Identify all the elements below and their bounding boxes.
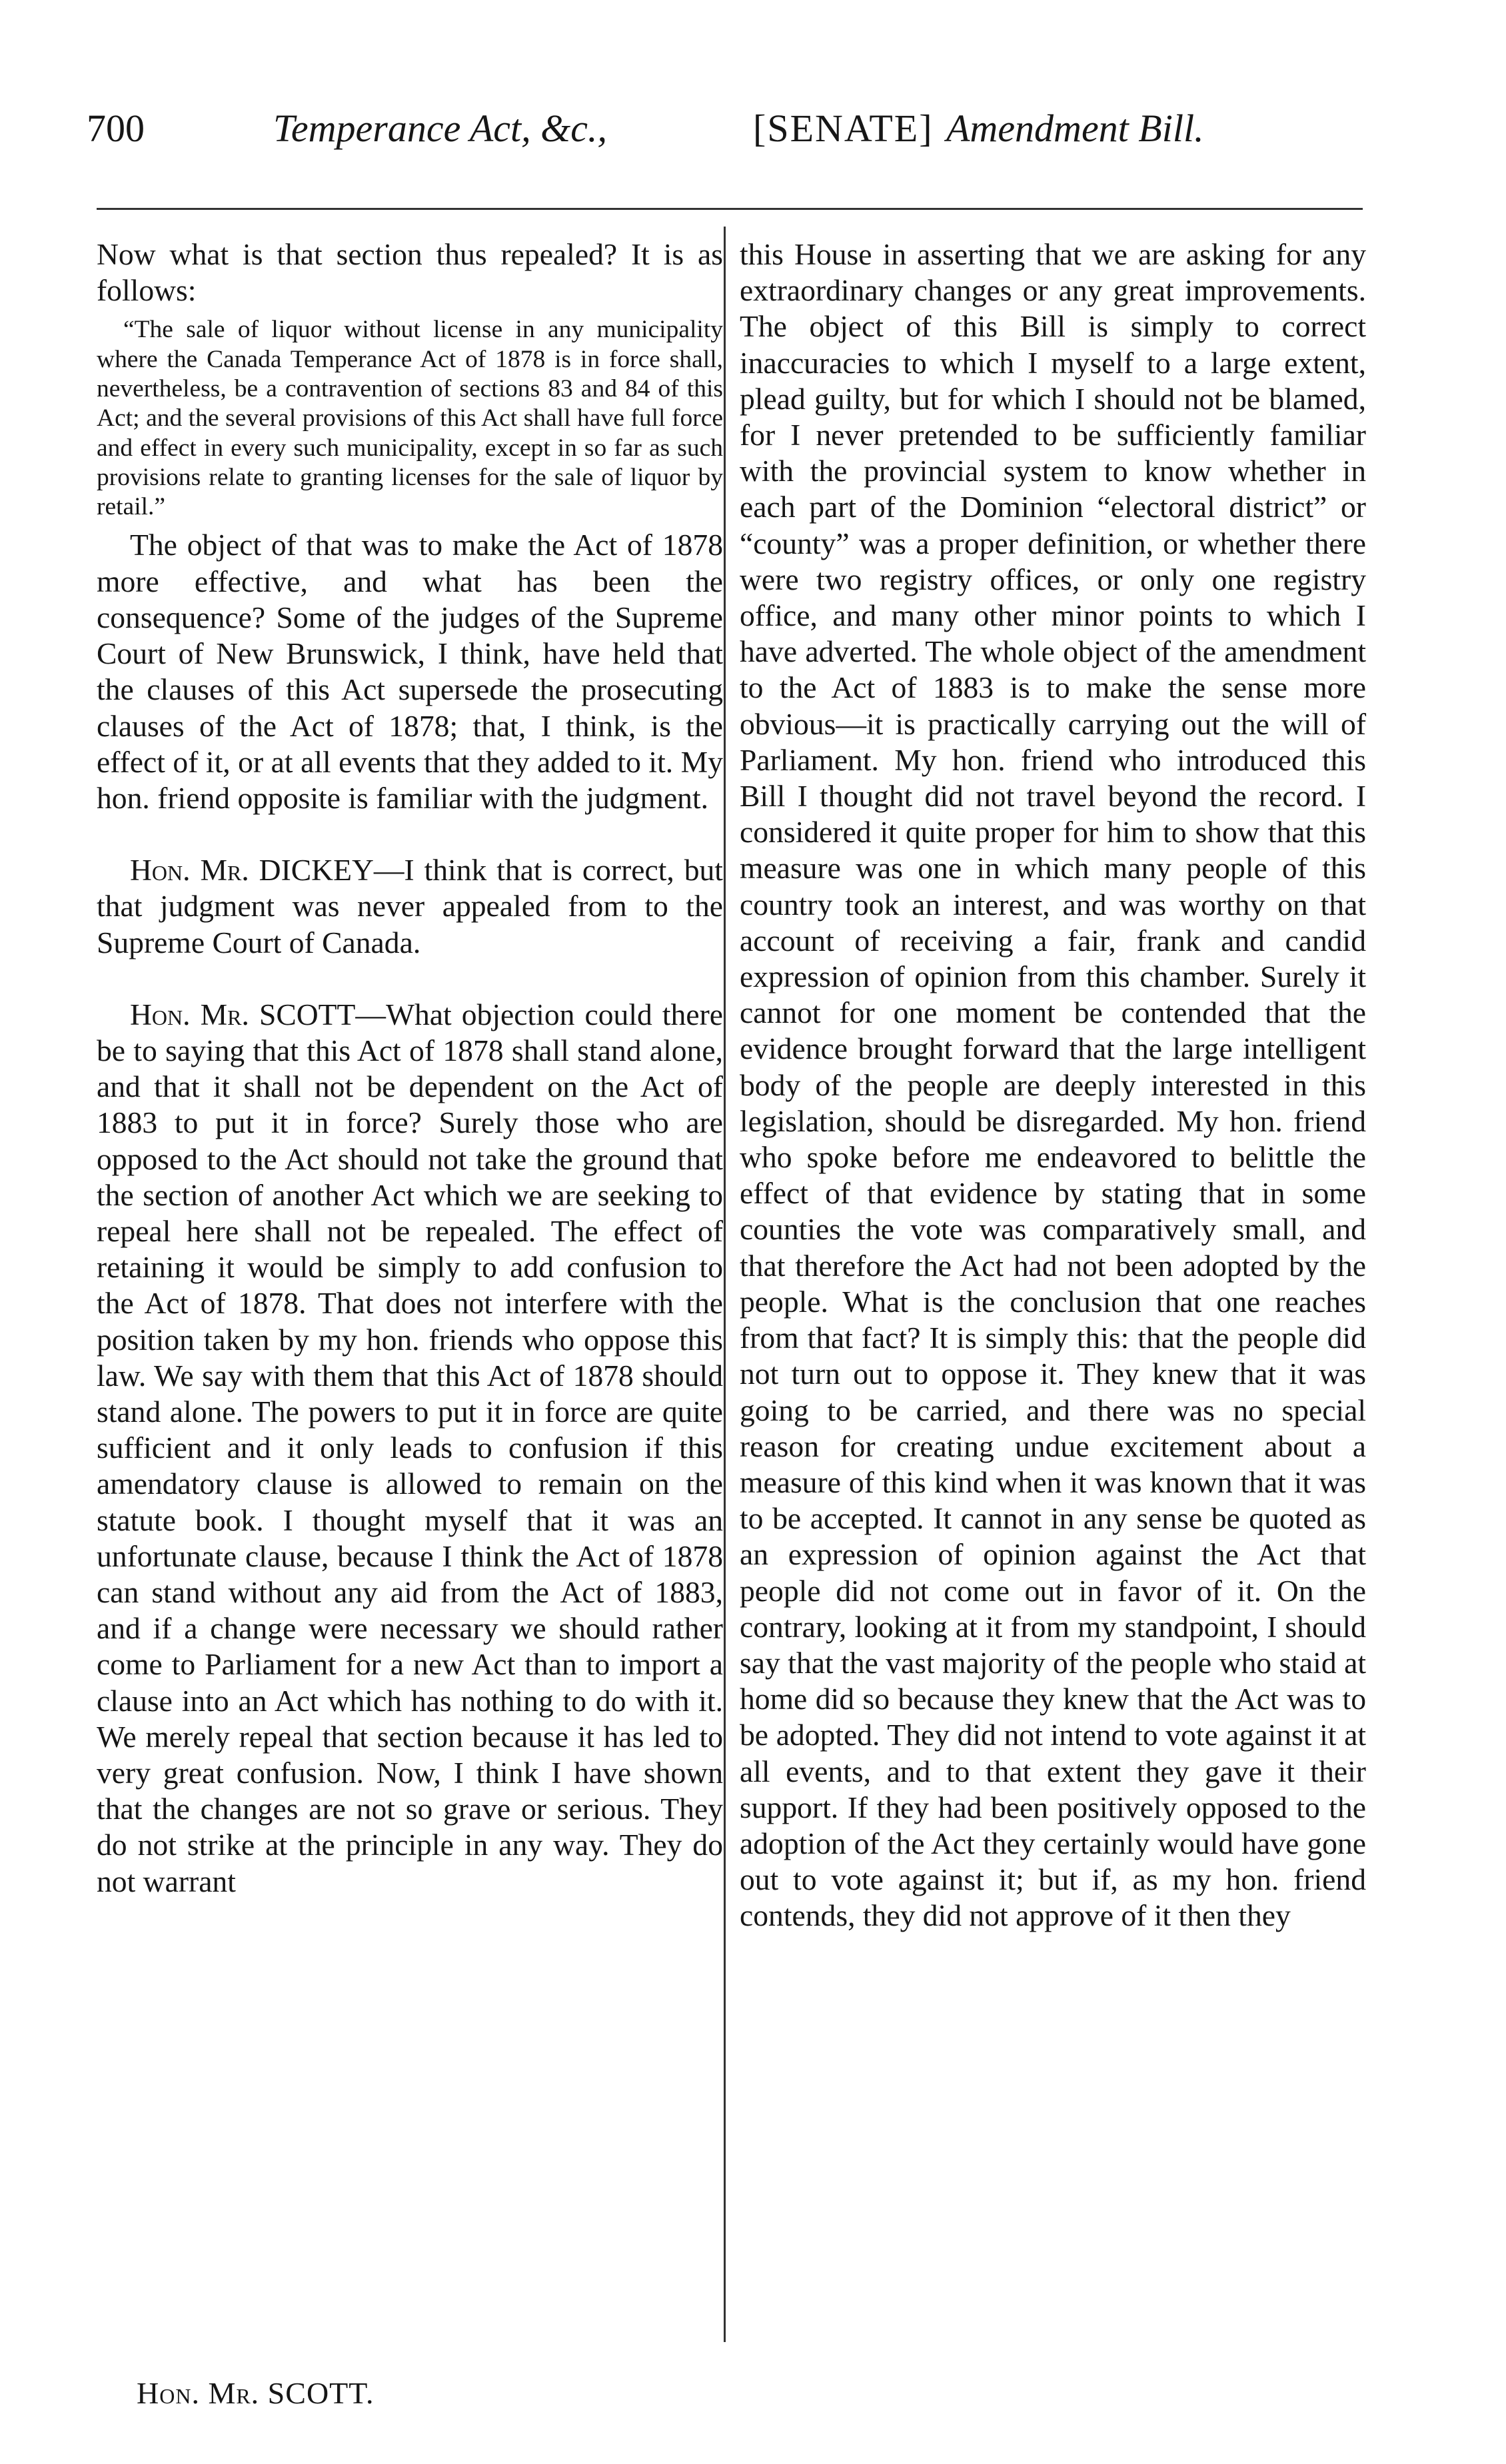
speech-dickey-text: —I think that is correct, but that judgment was never appealed from to the Supreme Court of Canada. — [97, 853, 723, 959]
header-title: Temperance Act, &c., — [273, 107, 607, 150]
column-divider — [724, 227, 726, 2342]
speech-dickey — [97, 852, 723, 961]
running-header — [87, 105, 1353, 179]
header-chamber: [SENATE] — [753, 107, 934, 150]
header-bill: Amendment Bill. — [946, 107, 1204, 150]
speech-scott-text: —What objection could there be to saying that this Act of 1878 shall stand alone, and that it shall not be dependent on the Act of 1883 to put it in force? Surely those who are opposed to the Act should not take the ground that the section of another Act which we are seeking to repeal here shall not be repealed. The effect of retaining it would be simply to add confusion to the Act of 1878. That does not interfere with the position taken by my hon. friends who oppose this law. We say with them that this Act of 1878 should stand alone. The powers to put it in force are quite sufficient and it only leads to confusion if this amendatory clause is allowed to remain on the statute book. I thought myself that it was an unfortunate clause, because I think the Act of 1878 can stand without any aid from the Act of 1883, and if a change were necessary we should rather come to Parliament for a new Act than to import a clause into an Act which has nothing to do with it. We merely repeal that section because it has led to very great confusion. Now, I think I have shown that the changes are not so grave or serious. They do not strike at the principle in any way. They do not warrant — [97, 997, 723, 1898]
left-column — [97, 237, 723, 1900]
paragraph-object: The object of that was to make the Act of 1878 more effective, and what has been the consequence? Some of the judges of the Supreme Court of New Brunswick, I think, have held that the clauses of this Act supersede the prosecuting clauses of the Act of 1878; that, I think, is the effect of it, or at all events that they added to it. My hon. friend opposite is familiar with the judgment. — [97, 528, 723, 815]
speaker-scott: Hon. Mr. SCOTT — [130, 997, 356, 1031]
speaker-dickey: Hon. Mr. DICKEY — [130, 853, 374, 888]
page-number: 700 — [87, 107, 145, 150]
header-rule — [97, 208, 1363, 210]
paragraph-intro: Now what is that section thus repealed? It is as follows: — [97, 237, 723, 308]
footer-catchword: Hon. Mr. SCOTT. — [137, 2376, 375, 2410]
speech-scott — [97, 997, 723, 1900]
right-column — [740, 237, 1366, 1934]
quoted-section: “The sale of liquor without license in any municipality where the Canada Temperance Act of 1878 is in force shall, nevertheless, be a contravention of sections 83 and 84 of this Act; and the several provisions of this Act shall have full force and effect in every such municipality, except in so far as such provisions relate to granting licenses for the sale of liquor by retail.” — [97, 316, 723, 521]
paragraph-continued: this House in asserting that we are asking for any extraordinary changes or any great improvements. The object of this Bill is simply to correct inaccuracies to which I myself to a large extent, plead guilty, but for which I should not be blamed, for I never pretended to be sufficiently familiar with the provincial system to know whether in each part of the Dominion “electoral district” or “county” was a proper definition, or whether there were two registry offices, or only one registry office, and many other minor points to which I have adverted. The whole object of the amendment to the Act of 1883 is to make the sense more obvious—it is practically carrying out the will of Parliament. My hon. friend who introduced this Bill I thought did not travel beyond the record. I considered it quite proper for him to show that this measure was one in which many people of this country took an interest, and was worthy on that account of receiving a fair, frank and candid expression of opinion from this chamber. Surely it cannot for one moment be contended that the evidence brought forward that the large intelligent body of the people are deeply interested in this legislation, should be disregarded. My hon. friend who spoke before me endeavored to belittle the effect of that evidence by stating that in some counties the vote was comparatively small, and that therefore the Act had not been adopted by the people. What is the conclusion that one reaches from that fact? It is simply this: that the people did not turn out to oppose it. They knew that it was going to be carried, and there was no special reason for creating undue excitement about a measure of this kind when it was known that it was to be accepted. It cannot in any sense be quoted as an expression of opinion against the Act that people did not come out in favor of it. On the contrary, looking at it from my standpoint, I should say that the vast majority of the people who staid at home did so because they knew that the Act was to be adopted. They did not intend to vote against it at all events, and to that extent they gave it their support. If they had been positively opposed to the adoption of the Act they certainly would have gone out to vote against it; but if, as my hon. friend contends, they did not approve of it then they — [740, 237, 1366, 1933]
